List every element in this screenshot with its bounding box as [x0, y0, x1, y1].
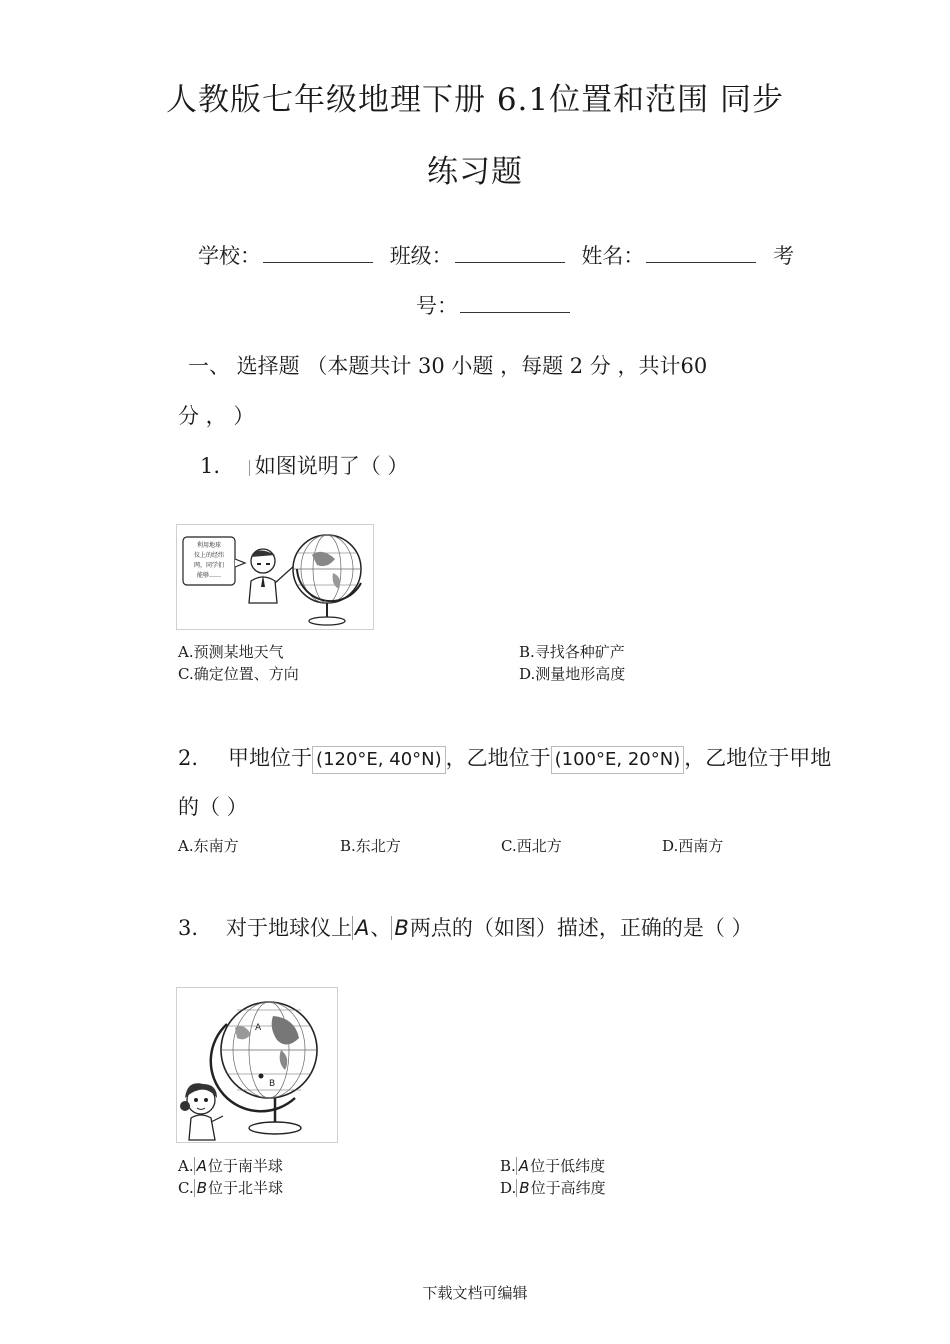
question-2-line2: 的（ ） [178, 795, 248, 819]
q3-option-d-text: 位于高纬度 [530, 1179, 606, 1197]
bubble-line-1: 利用地球 [196, 542, 222, 549]
q1-option-b[interactable]: B.寻找各种矿产 [519, 643, 625, 661]
page-footer: 下载文档可编辑 [422, 1284, 528, 1302]
q3-option-b[interactable] [500, 1155, 605, 1176]
coordinate-yi: (100°E, 20°N) [551, 746, 685, 774]
globe-point-b: B [269, 1079, 276, 1089]
school-blank[interactable] [263, 244, 373, 263]
q3-option-a[interactable] [178, 1155, 283, 1176]
q3-option-c-letter: C. [178, 1179, 194, 1197]
question-1-number: 1. [200, 454, 221, 478]
point-a-label: A [352, 916, 370, 940]
q2-option-a[interactable]: A.东南方 [178, 837, 239, 855]
bubble-line-3: 网，同学们 [193, 562, 225, 569]
question-2-number: 2. [178, 746, 199, 770]
name-label: 姓名： [581, 244, 645, 268]
question-3-text-b: 两点的（如图）描述，正确的是（ ） [409, 916, 753, 940]
point-b-label: B [391, 916, 409, 940]
bubble-line-4: 能够…… [196, 572, 222, 579]
exam-no-label-part1: 考 [773, 244, 795, 268]
question-3-number: 3. [178, 916, 199, 940]
q3-option-d-letter: D. [500, 1179, 517, 1197]
question-1-figure [176, 524, 374, 630]
question-2-text-b: ，乙地位于 [445, 746, 551, 770]
question-3 [178, 912, 753, 942]
girl-globe-illustration [177, 988, 337, 1142]
q1-option-a[interactable]: A.预测某地天气 [178, 643, 284, 661]
q3-option-d-var: B [516, 1179, 530, 1197]
section-header-line1: 一、 选择题 （本题共计 30 小题 ，每题 2 分 ，共计60 [188, 354, 708, 378]
class-blank[interactable] [455, 244, 565, 263]
exam-no-label-part2: 号： [416, 294, 458, 318]
question-3-figure [176, 987, 338, 1143]
question-2-text-a: 甲地位于 [228, 746, 313, 770]
info-line [198, 240, 794, 270]
globe-point-a: A [255, 1023, 262, 1033]
q3-option-c-var: B [194, 1179, 208, 1197]
question-2-text-c: ，乙地位于甲地 [684, 746, 832, 770]
q3-option-c-text: 位于北半球 [208, 1179, 284, 1197]
q1-option-c[interactable]: C.确定位置、方向 [178, 665, 299, 683]
name-blank[interactable] [646, 244, 756, 263]
page-title-line1: 人教版七年级地理下册 6.1位置和范围 同步 [165, 82, 784, 118]
q3-option-b-letter: B. [500, 1157, 516, 1175]
coordinate-jia: (120°E, 40°N) [312, 746, 446, 774]
school-label: 学校： [198, 244, 261, 268]
q1-option-d[interactable]: D.测量地形高度 [519, 665, 626, 683]
class-label: 班级： [389, 244, 453, 268]
question-1-text: 如图说明了（ ） [254, 454, 409, 478]
question-3-sep: 、 [370, 916, 392, 940]
bubble-line-2: 仪上的经纬 [193, 552, 225, 559]
section-header-line2: 分 ， ） [178, 404, 255, 428]
info-line-2 [416, 290, 580, 320]
page-title-line2: 练习题 [427, 154, 523, 190]
teacher-globe-illustration [177, 525, 373, 629]
q3-option-b-text: 位于低纬度 [530, 1157, 606, 1175]
exam-no-blank[interactable] [460, 294, 570, 313]
q3-option-b-var: A [516, 1157, 530, 1175]
q3-option-a-var: A [194, 1157, 208, 1175]
q2-option-c[interactable]: C.西北方 [501, 837, 562, 855]
q3-option-d[interactable] [500, 1177, 606, 1198]
question-2 [178, 742, 831, 774]
q2-option-d[interactable]: D.西南方 [662, 837, 724, 855]
question-1 [200, 450, 408, 480]
q2-option-b[interactable]: B.东北方 [340, 837, 401, 855]
question-3-text-a: 对于地球仪上 [226, 916, 353, 940]
q3-option-c[interactable] [178, 1177, 283, 1198]
q3-option-a-letter: A. [178, 1157, 194, 1175]
q3-option-a-text: 位于南半球 [207, 1157, 283, 1175]
